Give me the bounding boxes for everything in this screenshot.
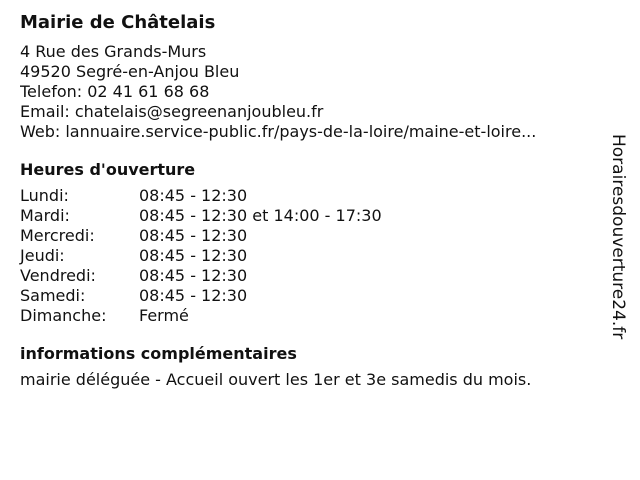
web-line[interactable]: Web: lannuaire.service-public.fr/pays-de-la-loire/maine-et-loire... <box>20 122 537 141</box>
phone-line[interactable]: Telefon: 02 41 61 68 68 <box>20 82 210 101</box>
day-label: Mercredi: <box>20 226 95 245</box>
day-label: Lundi: <box>20 186 69 205</box>
time-value: Fermé <box>139 306 189 325</box>
hours-row-lundi <box>20 186 605 206</box>
day-label: Mardi: <box>20 206 70 225</box>
day-label: Jeudi: <box>20 246 65 265</box>
time-value: 08:45 - 12:30 <box>139 246 248 265</box>
business-card <box>20 10 605 390</box>
day-label: Vendredi: <box>20 266 96 285</box>
email-line[interactable]: Email: chatelais@segreenanjoubleu.fr <box>20 102 324 121</box>
hours-row-mercredi <box>20 226 605 246</box>
address-block <box>20 42 605 142</box>
hours-row-jeudi <box>20 246 605 266</box>
day-label: Dimanche: <box>20 306 107 325</box>
hours-table <box>20 186 605 326</box>
watermark-text: Horairesdouverture24.fr <box>608 134 628 340</box>
time-value: 08:45 - 12:30 et 14:00 - 17:30 <box>139 206 382 225</box>
page-title: Mairie de Châtelais <box>20 12 216 33</box>
hours-heading: Heures d'ouverture <box>20 160 196 179</box>
info-text: mairie déléguée - Accueil ouvert les 1er et 3e samedis du mois. <box>20 370 532 389</box>
address-city: 49520 Segré-en-Anjou Bleu <box>20 62 240 81</box>
hours-row-samedi <box>20 286 605 306</box>
hours-row-dimanche <box>20 306 605 326</box>
hours-row-vendredi <box>20 266 605 286</box>
hours-row-mardi <box>20 206 605 226</box>
info-heading: informations complémentaires <box>20 344 297 363</box>
time-value: 08:45 - 12:30 <box>139 266 248 285</box>
day-label: Samedi: <box>20 286 86 305</box>
time-value: 08:45 - 12:30 <box>139 186 248 205</box>
time-value: 08:45 - 12:30 <box>139 286 248 305</box>
time-value: 08:45 - 12:30 <box>139 226 248 245</box>
address-street: 4 Rue des Grands-Murs <box>20 42 207 61</box>
